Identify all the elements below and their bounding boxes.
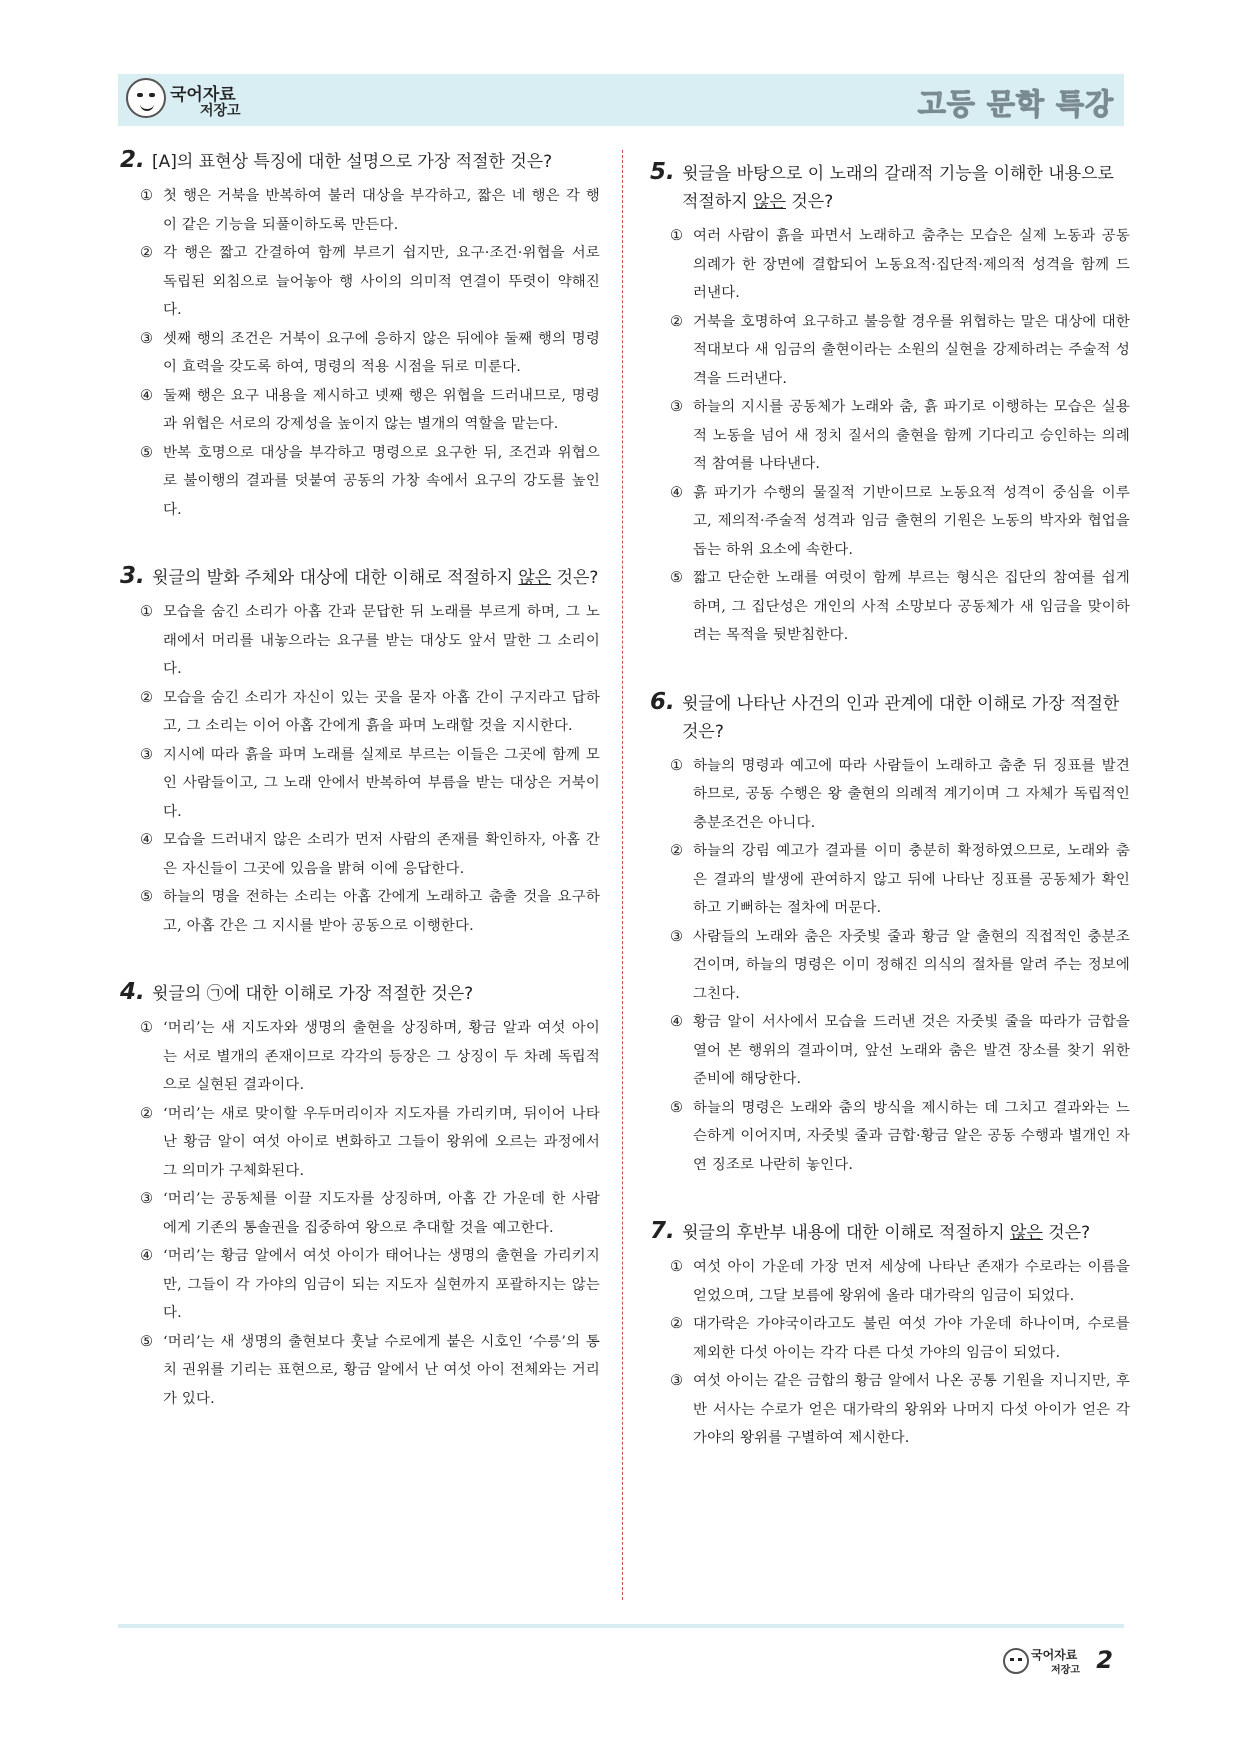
choice-list [140, 182, 600, 524]
answer-choice [140, 325, 600, 382]
choice-text: 거북을 호명하여 요구하고 불응할 경우를 위협하는 말은 대상에 대한 적대보다 새 임금의 출현이라는 소원의 실현을 강제하려는 주술적 성격을 드러낸다. [693, 313, 1130, 387]
choice-text: ‘머리’는 황금 알에서 여섯 아이가 태어나는 생명의 출현을 가리키지만, 그들이 각 가야의 임금이 되는 지도자 실현까지 포괄하지는 않는다. [163, 1248, 600, 1321]
stem-text: 것은? [1042, 1223, 1091, 1243]
stem-text: 윗글을 바탕으로 이 노래의 갈래적 기능을 이해한 내용으로 적절하지 [682, 164, 1114, 212]
choice-number: ① [140, 1020, 154, 1036]
choice-number: ③ [140, 1191, 154, 1207]
choice-text: 하늘의 지시를 공동체가 노래와 춤, 흙 파기로 이행하는 모습은 실용적 노동을 넘어 새 정치 질서의 출현을 함께 기다리고 승인하는 의례적 참여를 나타낸다. [693, 399, 1130, 472]
answer-choice [670, 1008, 1130, 1094]
answer-choice [670, 1367, 1130, 1453]
mascot-face-icon [1003, 1648, 1029, 1674]
choice-number: ④ [140, 1248, 154, 1264]
choice-number: ④ [140, 387, 154, 404]
choice-number: ③ [140, 746, 154, 763]
choice-number: ⑤ [140, 889, 154, 905]
logo-title: 국어자료 [170, 85, 236, 105]
choice-number: ① [140, 604, 154, 620]
question-item [120, 148, 600, 524]
footer-logo-subtitle: 저장고 [1051, 1665, 1080, 1676]
choice-number: ④ [670, 484, 684, 501]
header-title: 고등 문학 특강 [917, 87, 1114, 121]
choice-number: ④ [670, 1014, 684, 1030]
question-stem [650, 1219, 1130, 1247]
question-item [120, 564, 600, 940]
stem-text: 것은? [551, 568, 599, 588]
choice-list [140, 1014, 600, 1413]
question-item [650, 1219, 1130, 1453]
answer-choice [140, 382, 600, 439]
choice-list [670, 222, 1130, 650]
stem-text: 윗글의 발화 주체와 대상에 대한 이해로 적절하지 [152, 568, 519, 588]
choice-list [670, 1253, 1130, 1453]
footer-logo-title: 국어자료 [1031, 1648, 1078, 1662]
choice-number: ③ [140, 330, 154, 347]
choice-list [670, 752, 1130, 1180]
choice-number: ② [140, 245, 154, 261]
answer-choice [140, 1100, 600, 1186]
stem-text: 윗글에 나타난 사건의 인과 관계에 대한 이해로 가장 적절한 것은? [682, 693, 1120, 742]
question-stem [650, 160, 1130, 216]
answer-choice [670, 837, 1130, 923]
choice-number: ① [670, 228, 684, 244]
question-number: 2. [120, 147, 145, 173]
stem-text: 윗글의 ㉠에 대한 이해로 가장 적절한 것은? [152, 984, 474, 1004]
choice-text: 지시에 따라 흙을 파며 노래를 실제로 부르는 이들은 그곳에 함께 모인 사람들이고, 그 노래 안에서 반복하여 부름을 받는 대상은 거북이다. [163, 746, 600, 820]
column-divider [622, 150, 623, 1600]
choice-number: ② [140, 689, 154, 706]
question-item [120, 980, 600, 1413]
choice-text: 여섯 아이는 같은 금합의 황금 알에서 나온 공통 기원을 지니지만, 후반 서사는 수로가 얻은 대가락의 왕위와 나머지 다섯 아이가 얻은 각 가야의 왕위를 구별하여 제시한다. [693, 1373, 1130, 1446]
choice-number: ② [670, 1316, 684, 1332]
choice-number: ⑤ [670, 570, 684, 586]
stem-text: [A]의 표현상 특징에 대한 설명으로 가장 적절한 것은? [152, 152, 553, 172]
question-number: 4. [120, 979, 145, 1005]
answer-choice [670, 222, 1130, 308]
choice-text: 대가락은 가야국이라고도 불린 여섯 가야 가운데 하나이며, 수로를 제외한 다섯 아이는 각각 다른 다섯 가야의 임금이 되었다. [693, 1316, 1130, 1361]
choice-text: 모습을 숨긴 소리가 아홉 간과 문답한 뒤 노래를 부르게 하며, 그 노래에서 머리를 내놓으라는 요구를 받는 대상도 앞서 말한 그 소리이다. [163, 604, 600, 677]
answer-choice [670, 564, 1130, 650]
choice-text: 짧고 단순한 노래를 여럿이 함께 부르는 형식은 집단의 참여를 쉽게 하며, 그 집단성은 개인의 사적 소망보다 공동체가 새 임금을 맞이하려는 목적을 뒷받침한다. [693, 570, 1130, 643]
answer-choice [670, 1094, 1130, 1180]
right-column [650, 160, 1130, 1493]
choice-number: ② [670, 313, 684, 330]
choice-text: 반복 호명으로 대상을 부각하고 명령으로 요구한 뒤, 조건과 위협으로 불이행의 결과를 덧붙여 공동의 가창 속에서 요구의 강도를 높인다. [163, 444, 600, 518]
question-number: 6. [650, 688, 675, 715]
question-stem [650, 690, 1130, 746]
choice-number: ② [140, 1105, 154, 1122]
choice-text: 하늘의 명을 전하는 소리는 아홉 간에게 노래하고 춤출 것을 요구하고, 아홉 간은 그 지시를 받아 공동으로 이행한다. [163, 889, 600, 934]
choice-number: ① [670, 757, 684, 774]
choice-number: ③ [670, 928, 684, 945]
answer-choice [140, 239, 600, 325]
choice-text: 황금 알이 서사에서 모습을 드러낸 것은 자줏빛 줄을 따라가 금합을 열어 본 행위의 결과이며, 앞선 노래와 춤은 발견 장소를 찾기 위한 준비에 해당한다. [693, 1014, 1130, 1087]
stem-emphasis: 않은 [518, 568, 552, 588]
choice-text: 사람들의 노래와 춤은 자줏빛 줄과 황금 알 출현의 직접적인 충분조건이며, 하늘의 명령은 이미 정해진 의식의 절차를 알려 주는 정보에 그친다. [693, 928, 1130, 1002]
choice-number: ① [140, 188, 154, 204]
choice-number: ③ [670, 1373, 684, 1389]
choice-text: 하늘의 강림 예고가 결과를 이미 충분히 확정하였으므로, 노래와 춤은 결과의 발생에 관여하지 않고 뒤에 나타난 징표를 공동체가 확인하고 기뻐하는 절차에 머문다. [693, 843, 1130, 916]
choice-text: ‘머리’는 새로 맞이할 우두머리이자 지도자를 가리키며, 뒤이어 나타난 황금 알이 여섯 아이로 변화하고 그들이 왕위에 오르는 과정에서 그 의미가 구체화된다. [163, 1105, 600, 1179]
choice-number: ③ [670, 399, 684, 415]
answer-choice [140, 741, 600, 827]
question-number: 5. [650, 159, 675, 185]
stem-emphasis: 않은 [753, 192, 786, 212]
choice-number: ② [670, 843, 684, 859]
answer-choice [670, 479, 1130, 565]
question-stem [120, 980, 600, 1008]
choice-text: 둘째 행은 요구 내용을 제시하고 넷째 행은 위협을 드러내므로, 명령과 위협은 서로의 강제성을 높이지 않는 별개의 역할을 맡는다. [163, 387, 600, 432]
answer-choice [670, 308, 1130, 394]
choice-text: 첫 행은 거북을 반복하여 불러 대상을 부각하고, 짧은 네 행은 각 행이 같은 기능을 되풀이하도록 만든다. [163, 188, 600, 233]
answer-choice [140, 439, 600, 525]
answer-choice [140, 182, 600, 239]
choice-text: 셋째 행의 조건은 거북이 요구에 응하지 않은 뒤에야 둘째 행의 명령이 효력을 갖도록 하여, 명령의 적용 시점을 뒤로 미룬다. [163, 330, 600, 375]
answer-choice [670, 393, 1130, 479]
choice-text: 하늘의 명령과 예고에 따라 사람들이 노래하고 춤춘 뒤 징표를 발견하므로, 공동 수행은 왕 출현의 의례적 계기이며 그 자체가 독립적인 충분조건은 아니다. [693, 757, 1130, 831]
page-header [118, 74, 1124, 126]
choice-number: ⑤ [140, 444, 154, 461]
answer-choice [670, 1310, 1130, 1367]
stem-emphasis: 않은 [1010, 1223, 1043, 1243]
choice-text: 하늘의 명령은 노래와 춤의 방식을 제시하는 데 그치고 결과와는 느슨하게 이어지며, 자줏빛 줄과 금합·황금 알은 공동 수행과 별개인 자연 징조로 나란히 놓인다. [693, 1099, 1130, 1173]
question-stem [120, 148, 600, 176]
choice-text: 각 행은 짧고 간결하여 함께 부르기 쉽지만, 요구·조건·위협을 서로 독립된 외침으로 늘어놓아 행 사이의 의미적 연결이 뚜렷이 약해진다. [163, 245, 600, 318]
answer-choice [670, 923, 1130, 1009]
answer-choice [140, 1328, 600, 1414]
answer-choice [140, 1185, 600, 1242]
choice-text: 모습을 드러내지 않은 소리가 먼저 사람의 존재를 확인하자, 아홉 간은 자신들이 그곳에 있음을 밝혀 이에 응답한다. [163, 832, 600, 877]
question-number: 7. [650, 1218, 675, 1244]
choice-text: 흙 파기가 수행의 물질적 기반이므로 노동요적 성격이 중심을 이루고, 제의적·주술적 성격과 임금 출현의 기원은 노동의 박자와 협업을 돕는 하위 요소에 속한다. [693, 484, 1130, 558]
answer-choice [140, 684, 600, 741]
question-stem [120, 564, 600, 592]
answer-choice [140, 1242, 600, 1328]
choice-number: ① [670, 1259, 684, 1275]
question-item [650, 160, 1130, 650]
page-number: 2 [1096, 1646, 1113, 1674]
answer-choice [140, 883, 600, 940]
stem-text: 것은? [785, 192, 834, 212]
choice-number: ④ [140, 832, 154, 848]
answer-choice [140, 826, 600, 883]
footer-rule [118, 1624, 1124, 1628]
answer-choice [140, 598, 600, 684]
question-item [650, 690, 1130, 1180]
stem-text: 윗글의 후반부 내용에 대한 이해로 적절하지 [682, 1223, 1011, 1243]
answer-choice [140, 1014, 600, 1100]
choice-text: 모습을 숨긴 소리가 자신이 있는 곳을 묻자 아홉 간이 구지라고 답하고, 그 소리는 이어 아홉 간에게 흙을 파며 노래할 것을 지시한다. [163, 689, 600, 734]
mascot-face-icon [126, 78, 166, 118]
choice-text: ‘머리’는 공동체를 이끌 지도자를 상징하며, 아홉 간 가운데 한 사람에게 기존의 통솔권을 집중하여 왕으로 추대할 것을 예고한다. [163, 1191, 600, 1236]
choice-text: 여러 사람이 흙을 파면서 노래하고 춤추는 모습은 실제 노동과 공동 의례가 한 장면에 결합되어 노동요적·집단적·제의적 성격을 함께 드러낸다. [693, 228, 1130, 301]
choice-number: ⑤ [670, 1099, 684, 1116]
brand-logo [126, 78, 286, 122]
left-column [120, 148, 600, 1453]
choice-text: 여섯 아이 가운데 가장 먼저 세상에 나타난 존재가 수로라는 이름을 얻었으며, 그달 보름에 왕위에 올라 대가락의 임금이 되었다. [693, 1259, 1130, 1304]
answer-choice [670, 752, 1130, 838]
answer-choice [670, 1253, 1130, 1310]
choice-text: ‘머리’는 새 지도자와 생명의 출현을 상징하며, 황금 알과 여섯 아이는 서로 별개의 존재이므로 각각의 등장은 그 상징이 두 차례 독립적으로 실현된 결과이다. [163, 1020, 600, 1093]
logo-subtitle: 저장고 [200, 103, 241, 119]
choice-text: ‘머리’는 새 생명의 출현보다 훗날 수로에게 붙은 시호인 ‘수릉’의 통치 권위를 기리는 표현으로, 황금 알에서 난 여섯 아이 전체와는 거리가 있다. [163, 1333, 600, 1407]
choice-number: ⑤ [140, 1333, 154, 1350]
page-footer [1003, 1646, 1113, 1680]
question-number: 3. [120, 563, 145, 589]
choice-list [140, 598, 600, 940]
